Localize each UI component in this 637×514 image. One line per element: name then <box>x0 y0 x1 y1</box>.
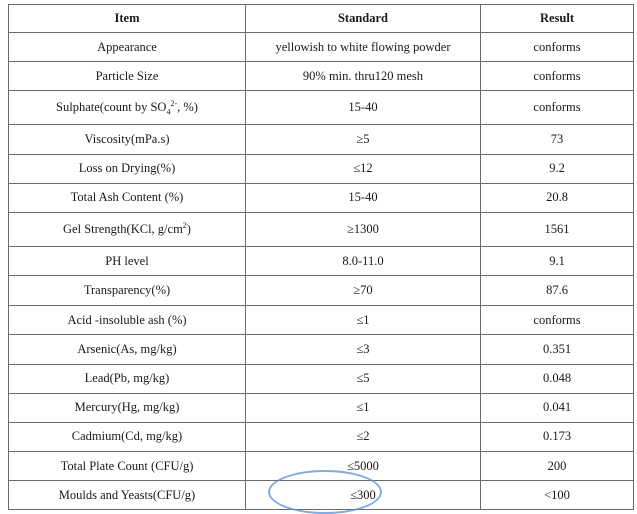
row-result: 1561 <box>481 212 634 246</box>
row-item: PH level <box>9 246 246 275</box>
row-standard: ≤3 <box>246 335 481 364</box>
row-standard: 15-40 <box>246 91 481 125</box>
row-item: Total Ash Content (%) <box>9 183 246 212</box>
row-result: 20.8 <box>481 183 634 212</box>
header-item: Item <box>9 5 246 33</box>
row-standard: ≥70 <box>246 276 481 306</box>
row-item <box>9 212 246 246</box>
row-item: Cadmium(Cd, mg/kg) <box>9 422 246 451</box>
row-standard: ≤1 <box>246 393 481 422</box>
sulphate-superscript: 2- <box>170 99 178 109</box>
row-item: Loss on Drying(%) <box>9 154 246 183</box>
gel-strength-superscript: 2 <box>182 220 187 230</box>
row-standard: yellowish to white flowing powder <box>246 33 481 62</box>
row-item: Particle Size <box>9 62 246 91</box>
company-seal-stamp <box>268 470 382 514</box>
row-result: 9.2 <box>481 154 634 183</box>
row-result: 87.6 <box>481 276 634 306</box>
table-row <box>9 62 634 91</box>
row-standard: ≤2 <box>246 422 481 451</box>
row-item: Appearance <box>9 33 246 62</box>
row-standard: ≥1300 <box>246 212 481 246</box>
row-result: conforms <box>481 33 634 62</box>
header-row <box>9 5 634 33</box>
row-item: Moulds and Yeasts(CFU/g) <box>9 481 246 510</box>
row-item: Viscosity(mPa.s) <box>9 125 246 154</box>
table-row <box>9 125 634 154</box>
row-item: Transparency(%) <box>9 276 246 306</box>
row-item: Lead(Pb, mg/kg) <box>9 364 246 393</box>
sulphate-label: Sulphate(count by SO <box>56 100 167 115</box>
row-result: 0.351 <box>481 335 634 364</box>
table-row <box>9 393 634 422</box>
table-row <box>9 364 634 393</box>
row-item: Arsenic(As, mg/kg) <box>9 335 246 364</box>
table-row <box>9 212 634 246</box>
row-standard: 15-40 <box>246 183 481 212</box>
row-result: 0.041 <box>481 393 634 422</box>
gel-strength-label-suffix: ) <box>186 221 191 236</box>
row-standard: ≤300 <box>246 481 481 510</box>
specification-table <box>8 4 634 510</box>
row-result: conforms <box>481 62 634 91</box>
table-row <box>9 183 634 212</box>
row-standard: ≤12 <box>246 154 481 183</box>
sulphate-label-suffix: , %) <box>177 100 198 115</box>
row-result: 200 <box>481 452 634 481</box>
row-result: conforms <box>481 306 634 335</box>
row-item: Mercury(Hg, mg/kg) <box>9 393 246 422</box>
row-result: conforms <box>481 91 634 125</box>
row-result: 9.1 <box>481 246 634 275</box>
sulphate-subscript: 4 <box>166 107 171 117</box>
table-row <box>9 306 634 335</box>
row-standard: 90% min. thru120 mesh <box>246 62 481 91</box>
header-standard: Standard <box>246 5 481 33</box>
row-item: Acid -insoluble ash (%) <box>9 306 246 335</box>
row-standard: 8.0-11.0 <box>246 246 481 275</box>
table-row <box>9 422 634 451</box>
table-row <box>9 276 634 306</box>
table-row <box>9 246 634 275</box>
row-result: 0.048 <box>481 364 634 393</box>
row-result: 73 <box>481 125 634 154</box>
gel-strength-label: Gel Strength(KCl, g/cm <box>63 221 183 236</box>
row-standard: ≤5 <box>246 364 481 393</box>
row-standard: ≥5 <box>246 125 481 154</box>
table-row <box>9 91 634 125</box>
table-row <box>9 33 634 62</box>
row-standard: ≤5000 <box>246 452 481 481</box>
table-row <box>9 335 634 364</box>
row-item <box>9 91 246 125</box>
header-result: Result <box>481 5 634 33</box>
row-result: 0.173 <box>481 422 634 451</box>
row-standard: ≤1 <box>246 306 481 335</box>
table-row <box>9 154 634 183</box>
row-result: <100 <box>481 481 634 510</box>
row-item: Total Plate Count (CFU/g) <box>9 452 246 481</box>
